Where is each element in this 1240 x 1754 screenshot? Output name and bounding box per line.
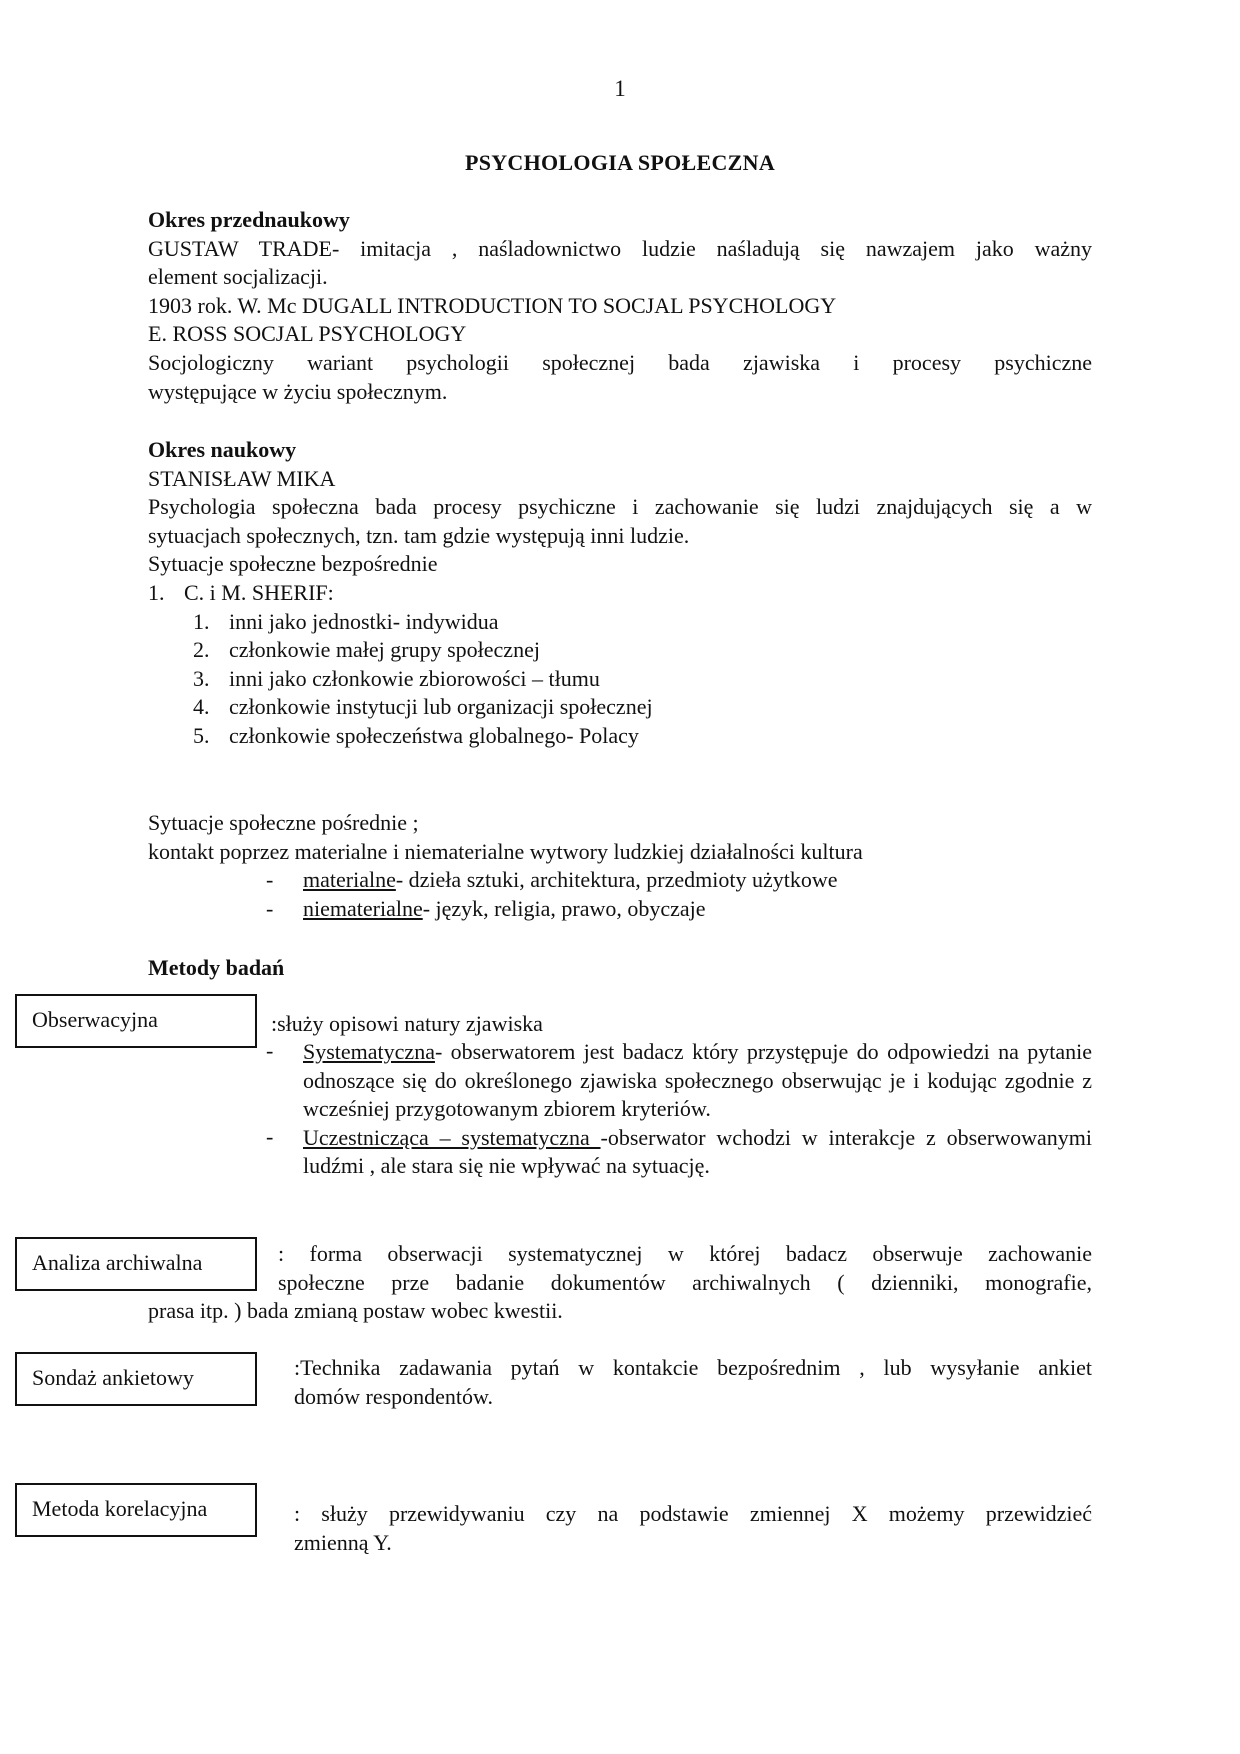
list-item <box>148 579 1092 608</box>
text-line: element socjalizacji. <box>148 264 328 290</box>
text-line: :służy opisowi natury zjawiska <box>271 1011 543 1036</box>
term-underlined: niematerialne <box>303 895 423 921</box>
text-line: domów respondentów. <box>294 1383 493 1409</box>
text-line: : służy przewidywaniu czy na podstawie zmiennej X możemy przewidzieć <box>294 1501 1092 1526</box>
list-item <box>148 693 1092 722</box>
method-box-archival: Analiza archiwalna <box>15 1237 257 1291</box>
survey-description <box>294 1354 1092 1411</box>
text-line: kontakt poprzez materialne i niematerialne wytwory ludzkiej działalności kultura <box>148 838 863 864</box>
dash-marker: - <box>266 867 274 893</box>
list-label: C. i M. SHERIF: <box>184 579 334 605</box>
dash-marker: - <box>266 1038 274 1063</box>
list-number: 1. <box>148 579 165 605</box>
text-line: 1903 rok. W. Mc DUGALL INTRODUCTION TO SOCJAL PSYCHOLOGY <box>148 292 837 318</box>
list-number: 1. <box>193 608 210 634</box>
document-title: PSYCHOLOGIA SPOŁECZNA <box>464 150 776 175</box>
section-prescientific <box>148 206 1092 406</box>
section-heading: Okres przednaukowy <box>148 207 350 232</box>
dash-marker: - <box>266 1123 274 1149</box>
section-heading: Okres naukowy <box>148 437 297 462</box>
list-number: 2. <box>193 637 210 663</box>
dash-item-immaterial <box>148 895 1092 924</box>
text-line: E. ROSS SOCJAL PSYCHOLOGY <box>148 321 467 347</box>
list-number: 4. <box>193 694 210 720</box>
method-box-correlation: Metoda korelacyjna <box>15 1483 257 1537</box>
page-number: 1 <box>614 76 626 101</box>
text-line: Sytuacje społeczne pośrednie ; <box>148 810 419 835</box>
item-body: - obserwatorem jest badacz który przystępuje do odpowiedzi na pytanie odnoszące się do określonego zjawiska społecznego obserwując je i kodując zgodnie z wcześniej przygotowanym zbiorem kryteriów. <box>303 1039 1092 1122</box>
method-box-observation: Obserwacyjna <box>15 994 257 1048</box>
text-line: Socjologiczny wariant psychologii społecznej bada zjawiska i procesy psychiczne <box>148 349 1092 375</box>
observation-description <box>271 1010 1092 1039</box>
item-text <box>303 1038 1092 1124</box>
text-line: Sytuacje społeczne bezpośrednie <box>148 551 438 577</box>
item-text <box>303 1124 1092 1181</box>
list-item <box>148 722 1092 751</box>
methods-heading: Metody badań <box>148 955 285 980</box>
correlation-description <box>294 1500 1092 1557</box>
dash-item-participant <box>148 1124 1092 1181</box>
list-text: członkowie społeczeństwa globalnego- Polacy <box>229 722 639 748</box>
text-line: Psychologia społeczna bada procesy psychiczne i zachowanie się ludzi znajdujących się a w <box>148 494 1092 520</box>
text-line: : forma obserwacji systematycznej w której badacz obserwuje zachowanie <box>278 1241 1092 1266</box>
list-item <box>148 608 1092 637</box>
list-text: inni jako członkowie zbiorowości – tłumu <box>229 665 600 691</box>
dash-item-material <box>148 866 1092 895</box>
text-line: sytuacjach społecznych, tzn. tam gdzie występują inni ludzie. <box>148 522 690 548</box>
observation-types <box>148 1038 1092 1181</box>
text-line: prasa itp. ) bada zmianą postaw wobec kwestii. <box>148 1298 563 1323</box>
list-text: inni jako jednostki- indywidua <box>229 608 499 634</box>
list-item <box>148 636 1092 665</box>
list-number: 3. <box>193 665 210 691</box>
list-number: 5. <box>193 722 210 748</box>
item-body: -obserwator wchodzi w interakcje z obserwowanymi ludźmi , ale stara się nie wpływać na sytuację. <box>303 1124 1093 1179</box>
dash-item-systematic <box>148 1038 1092 1124</box>
text-line: STANISŁAW MIKA <box>148 465 336 491</box>
list-text: członkowie małej grupy społecznej <box>229 637 540 663</box>
text-line: :Technika zadawania pytań w kontakcie bezpośrednim , lub wysyłanie ankiet <box>294 1355 1092 1380</box>
section-scientific <box>148 436 1092 751</box>
text-line: zmienną Y. <box>294 1529 392 1555</box>
item-text: - język, religia, prawo, obyczaje <box>422 895 706 921</box>
archival-description <box>278 1240 1092 1297</box>
text-line: występujące w życiu społecznym. <box>148 378 448 404</box>
section-indirect-situations <box>148 809 1092 923</box>
numbered-list <box>148 579 1092 608</box>
term-underlined: Uczestnicząca – systematyczna <box>303 1124 601 1150</box>
term-underlined: materialne <box>303 867 396 893</box>
text-line: GUSTAW TRADE- imitacja , naśladownictwo ludzie naśladują się nawzajem jako ważny <box>148 235 1092 261</box>
list-text: członkowie instytucji lub organizacji społecznej <box>229 694 653 720</box>
method-box-survey: Sondaż ankietowy <box>15 1352 257 1406</box>
list-item <box>148 665 1092 694</box>
item-text: - dzieła sztuki, architektura, przedmioty użytkowe <box>395 867 838 893</box>
term-underlined: Systematyczna <box>303 1039 435 1064</box>
archival-description-cont <box>148 1297 1092 1326</box>
sub-list <box>148 608 1092 751</box>
text-line: społeczne prze badanie dokumentów archiwalnych ( dzienniki, monografie, <box>278 1269 1092 1295</box>
dash-marker: - <box>266 895 274 921</box>
